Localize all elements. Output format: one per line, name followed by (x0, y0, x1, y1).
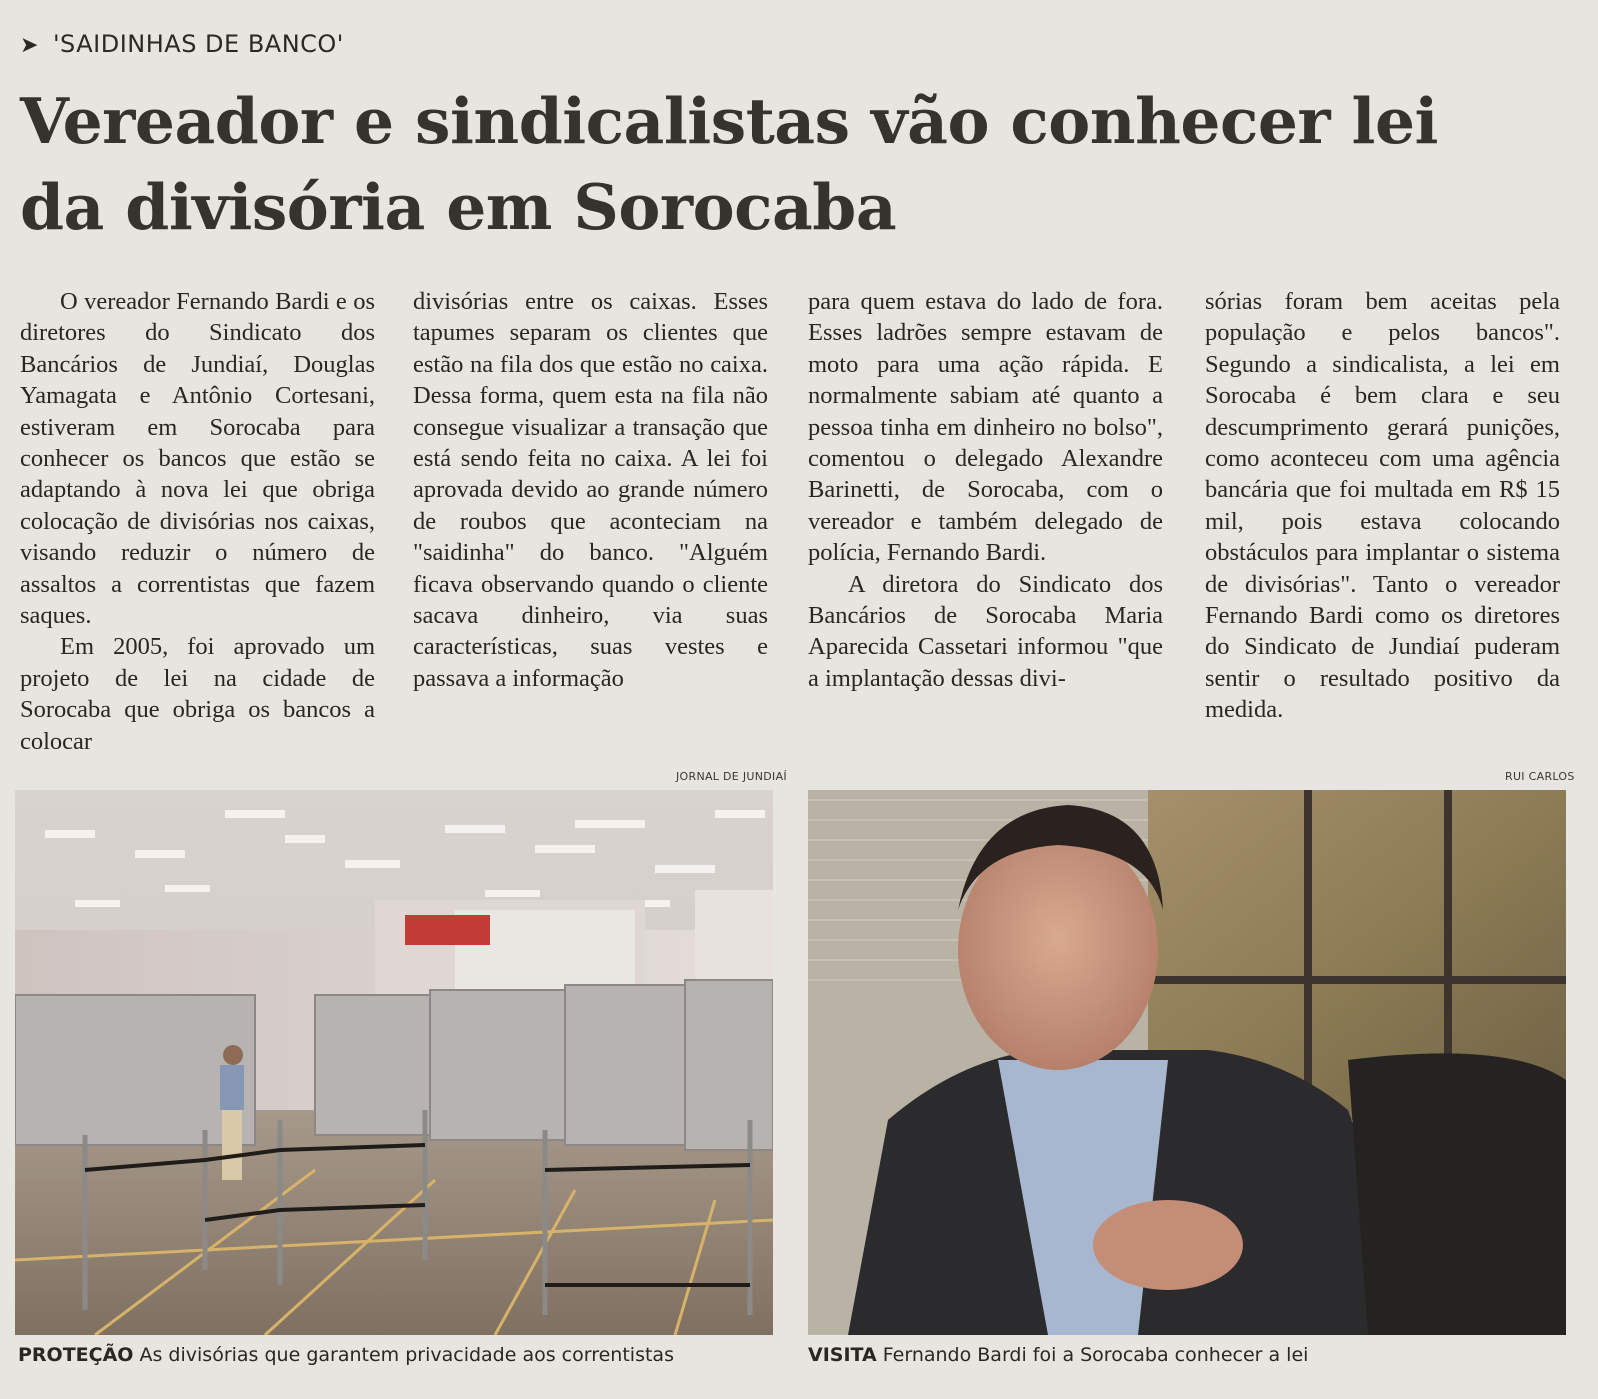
portrait-photo (808, 790, 1566, 1335)
paragraph: Em 2005, foi aprovado um projeto de lei na cidade de Sorocaba que obriga os bancos a colocar (20, 633, 375, 755)
photo-caption (808, 1344, 1308, 1366)
kicker (20, 30, 344, 58)
paragraph: sórias foram bem aceitas pela população e pelos bancos". Segundo a sindicalista, a lei em Sorocaba é bem clara e seu descumprimento gerará punições, como aconteceu com uma agência bancária que foi multada em R$ 15 mil, pois estava colocando obstáculos para implantar o sistema de divisórias". Tanto o vereador Fernando Bardi como os diretores do Sindicato de Jundiaí puderam sentir o resultado positivo da medida. (1205, 288, 1560, 724)
headline: Vereador e sindicalistas vão conhecer lei da divisória em Sorocaba (20, 84, 1438, 244)
bank-interior-illustration (15, 790, 773, 1335)
paragraph: para quem estava do lado de fora. Esses ladrões sempre estavam de moto para uma ação rápida. E normalmente sabiam até quanto a pessoa tinha em dinheiro no bolso", comentou o delegado Alexandre Barinetti, de Sorocaba, com o vereador e também delegado de polícia, Fernando Bardi. (808, 288, 1163, 567)
paragraph: A diretora do Sindicato dos Bancários de Sorocaba Maria Aparecida Cassetari informou "que a implantação dessas divi- (808, 570, 1163, 692)
article-column-4 (1205, 286, 1560, 726)
article-column-2 (413, 286, 768, 694)
article-column-3 (808, 286, 1163, 694)
kicker-text: 'SAIDINHAS DE BANCO' (52, 30, 344, 58)
paragraph: O vereador Fernando Bardi e os diretores do Sindicato dos Bancários de Jundiaí, Douglas Yamagata e Antônio Cortesani, estiveram em Sorocaba para conhecer os bancos que estão se adaptando à nova lei que obriga colocação de divisórias nos caixas, visando reduzir o número de assaltos a correntistas que fazem saques. (20, 288, 375, 630)
caption-text: As divisórias que garantem privacidade aos correntistas (139, 1344, 674, 1366)
article-column-1 (20, 286, 375, 757)
photo-credit: RUI CARLOS (1505, 770, 1575, 783)
arrow-icon: ➤ (20, 33, 39, 58)
paragraph: divisórias entre os caixas. Esses tapumes separam os clientes que estão na fila dos que estão no caixa. Dessa forma, quem esta na fila não consegue visualizar a transação que está sendo feita no caixa. A lei foi aprovada devido ao grande número de roubos que aconteciam na "saidinha" do banco. "Alguém ficava observando quando o cliente sacava dinheiro, via suas características, suas vestes e passava a informação (413, 288, 768, 692)
bank-interior-photo (15, 790, 773, 1335)
photo-credit: JORNAL DE JUNDIAÍ (676, 770, 787, 783)
portrait-illustration (808, 790, 1566, 1335)
caption-text: Fernando Bardi foi a Sorocaba conhecer a lei (882, 1344, 1309, 1366)
photo-caption (18, 1344, 674, 1366)
caption-label: PROTEÇÃO (18, 1344, 134, 1366)
caption-label: VISITA (808, 1344, 877, 1366)
